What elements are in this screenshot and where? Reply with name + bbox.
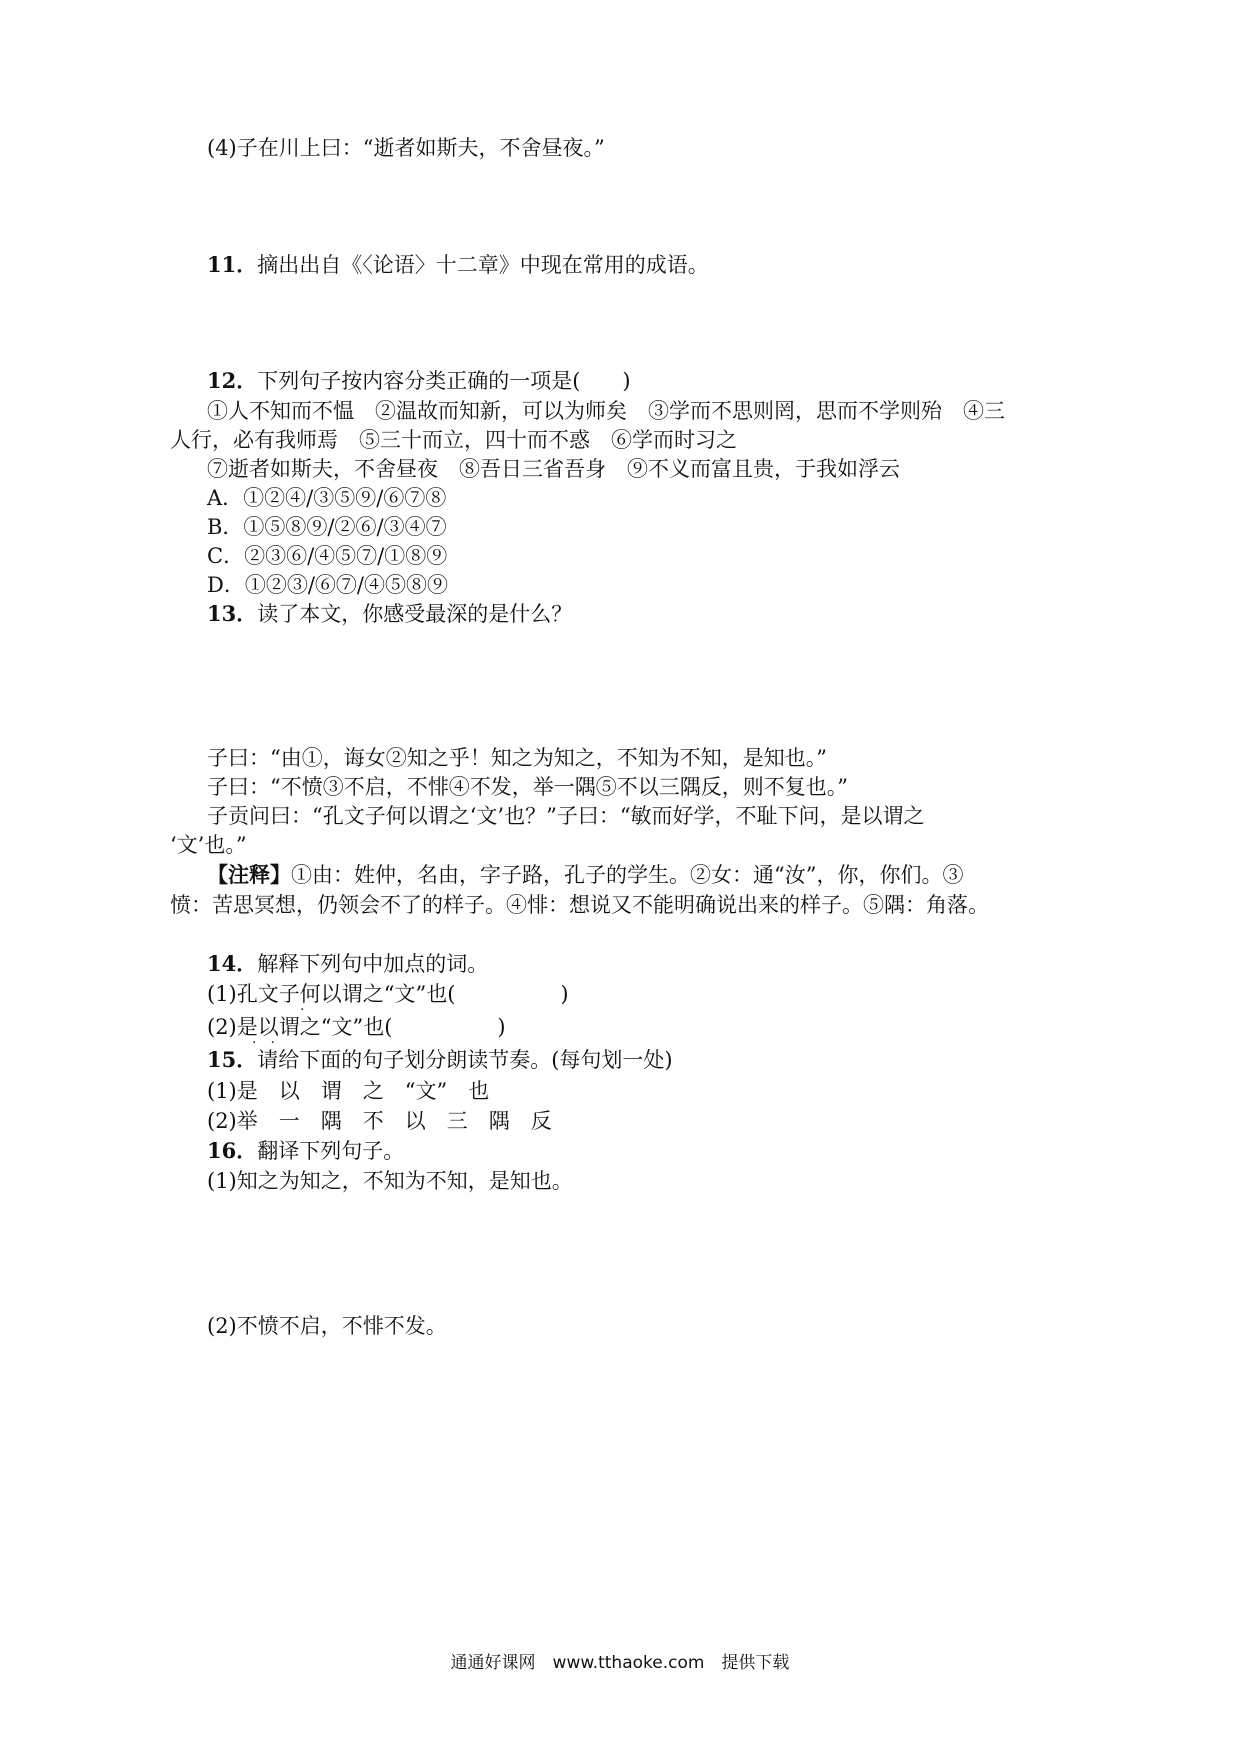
- question-12: [207, 366, 631, 396]
- question-14-item-2: (2)是以谓之“文”也( ): [207, 1015, 506, 1039]
- question-15-text: 请给下面的句子划分朗读节奏。(每句划一处): [257, 1048, 673, 1072]
- question-15: [207, 1045, 673, 1075]
- question-16: [207, 1136, 404, 1166]
- annotation-line-1: [207, 860, 963, 890]
- question-16-item-1: (1)知之为知之，不知为不知，是知也。: [207, 1169, 573, 1193]
- question-11-number: 11．: [207, 252, 258, 277]
- question-16-text: 翻译下列句子。: [257, 1139, 405, 1163]
- question-12-option-b: B．①⑤⑧⑨/②⑥/③④⑦: [207, 515, 447, 539]
- passage-line-1: 子曰：“由①，诲女②知之乎！知之为知之，不知为不知，是知也。”: [207, 746, 827, 770]
- question-14-item-1: (1)孔文子何以谓之“文”也( ): [207, 982, 569, 1006]
- question-12-sentences-line-2: 人行，必有我师焉 ⑤三十而立，四十而不惑 ⑥学而时习之: [170, 428, 737, 452]
- question-13: [207, 599, 572, 629]
- annotation-text-1: ①由：姓仲，名由，字子路，孔子的学生。②女：通“汝”，你，你们。③: [291, 863, 964, 887]
- emphasis-dots-1: ·: [300, 1002, 305, 1018]
- question-14-number: 14．: [207, 951, 258, 976]
- question-11-text: 摘出出自《〈论语〉十二章》中现在常用的成语。: [257, 253, 709, 277]
- emphasis-dots-2: · ·: [252, 1035, 275, 1051]
- annotation-label: 【注释】: [207, 862, 291, 887]
- passage-line-2: 子曰：“不愤③不启，不悱④不发，举一隅⑤不以三隅反，则不复也。”: [207, 775, 848, 799]
- annotation-line-2: 愤：苦思冥想，仍领会不了的样子。④悱：想说又不能明确说出来的样子。⑤隅：角落。: [170, 893, 989, 917]
- question-15-number: 15．: [207, 1047, 258, 1072]
- question-12-option-a: A．①②④/③⑤⑨/⑥⑦⑧: [207, 486, 447, 510]
- question-12-number: 12．: [207, 368, 258, 393]
- q10-item-4: (4)子在川上曰：“逝者如斯夫，不舍昼夜。”: [207, 136, 605, 160]
- question-12-sentences-line-3: ⑦逝者如斯夫，不舍昼夜 ⑧吾日三省吾身 ⑨不义而富且贵，于我如浮云: [207, 457, 900, 481]
- question-12-option-c: C．②③⑥/④⑤⑦/①⑧⑨: [207, 544, 448, 568]
- question-14-text: 解释下列句中加点的词。: [257, 952, 489, 976]
- question-15-item-2: (2)举 一 隅 不 以 三 隅 反: [207, 1109, 552, 1133]
- question-15-item-1: (1)是 以 谓 之 “文” 也: [207, 1079, 490, 1103]
- passage-line-3: 子贡问曰：“孔文子何以谓之‘文’也？”子曰：“敏而好学，不耻下问，是以谓之: [207, 804, 925, 828]
- question-11: [207, 250, 709, 280]
- question-13-text: 读了本文，你感受最深的是什么？: [257, 602, 573, 626]
- question-16-number: 16．: [207, 1138, 258, 1163]
- question-12-text: 下列句子按内容分类正确的一项是( ): [257, 369, 631, 393]
- question-14: [207, 949, 488, 979]
- question-12-sentences-line-1: ①人不知而不愠 ②温故而知新，可以为师矣 ③学而不思则罔，思而不学则殆 ④三: [207, 399, 1005, 423]
- passage-line-4: ‘文’也。”: [170, 833, 247, 857]
- question-13-number: 13．: [207, 601, 258, 626]
- question-12-option-d: D．①②③/⑥⑦/④⑤⑧⑨: [207, 573, 448, 597]
- page-footer: 通通好课网 www.tthaoke.com 提供下载: [450, 1653, 790, 1673]
- question-16-item-2: (2)不愤不启，不悱不发。: [207, 1314, 447, 1338]
